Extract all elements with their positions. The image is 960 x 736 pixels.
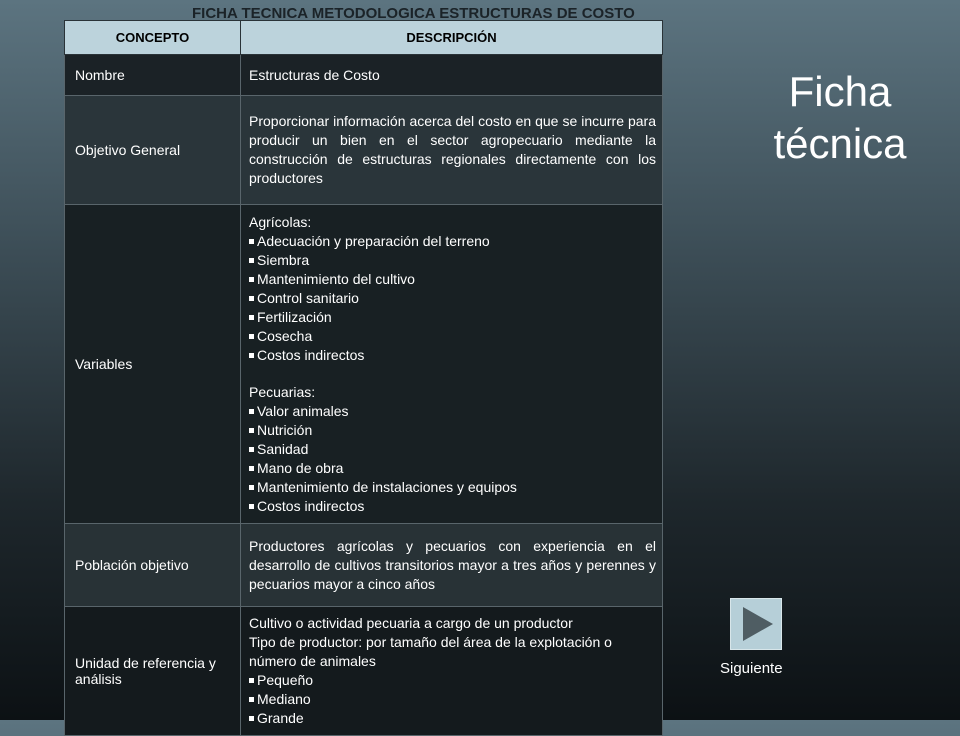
list-item: Adecuación y preparación del terreno [249,232,656,251]
play-arrow-icon [731,599,781,649]
square-bullet-icon [249,697,254,702]
square-bullet-icon [249,447,254,452]
description-line: Tipo de productor: por tamaño del área de la explotación o número de animales [249,634,612,669]
column-header-description: DESCRIPCIÓN [241,21,663,55]
table-row [65,524,663,607]
list-item: Pequeño [249,671,656,690]
list-item: Control sanitario [249,289,656,308]
list-item: Mediano [249,690,656,709]
table-row [65,205,663,524]
column-header-concept: CONCEPTO [65,21,241,55]
concept-cell: Unidad de referencia y análisis [65,607,241,736]
concept-cell: Población objetivo [65,524,241,607]
square-bullet-icon [249,239,254,244]
technical-sheet-table [64,20,663,736]
slide-title: Ficha técnica [773,68,907,167]
group-heading: Agrícolas: [249,213,312,230]
description-cell: Proporcionar información acerca del costo en que se incurre para producir un bien en el sector agropecuario mediante la construcción de estructuras regionales directamente con los productores [241,96,663,205]
square-bullet-icon [249,277,254,282]
list-item: Nutrición [249,421,656,440]
square-bullet-icon [249,678,254,683]
square-bullet-icon [249,353,254,358]
table-row [65,96,663,205]
description-cell [241,607,663,736]
table-row [65,607,663,736]
list-item: Sanidad [249,440,656,459]
list-item: Costos indirectos [249,346,656,365]
square-bullet-icon [249,716,254,721]
square-bullet-icon [249,466,254,471]
description-line: Cultivo o actividad pecuaria a cargo de un productor [249,615,573,631]
list-item: Mantenimiento de instalaciones y equipos [249,478,656,497]
concept-cell: Objetivo General [65,96,241,205]
square-bullet-icon [249,258,254,263]
square-bullet-icon [249,334,254,339]
table-row [65,55,663,96]
description-cell: Productores agrícolas y pecuarios con experiencia en el desarrollo de cultivos transitorios mayor a tres años y perennes y pecuarios mayor a cinco años [241,524,663,607]
concept-cell: Variables [65,205,241,524]
list-item: Valor animales [249,402,656,421]
variables-cell [241,205,663,524]
spacer [249,365,656,383]
list-item: Siembra [249,251,656,270]
concept-cell: Nombre [65,55,241,96]
list-item: Mano de obra [249,459,656,478]
next-button[interactable] [730,598,782,650]
next-label[interactable]: Siguiente [720,660,783,677]
list-item: Grande [249,709,656,728]
square-bullet-icon [249,428,254,433]
square-bullet-icon [249,409,254,414]
group-heading: Pecuarias: [249,383,316,400]
list-item: Costos indirectos [249,497,656,516]
list-item: Cosecha [249,327,656,346]
list-item: Fertilización [249,308,656,327]
table-header-row [65,21,663,55]
square-bullet-icon [249,485,254,490]
list-item: Mantenimiento del cultivo [249,270,656,289]
document-header: FICHA TECNICA METODOLOGICA ESTRUCTURAS DE COSTO [192,5,635,20]
square-bullet-icon [249,296,254,301]
square-bullet-icon [249,504,254,509]
square-bullet-icon [249,315,254,320]
description-cell: Estructuras de Costo [241,55,663,96]
